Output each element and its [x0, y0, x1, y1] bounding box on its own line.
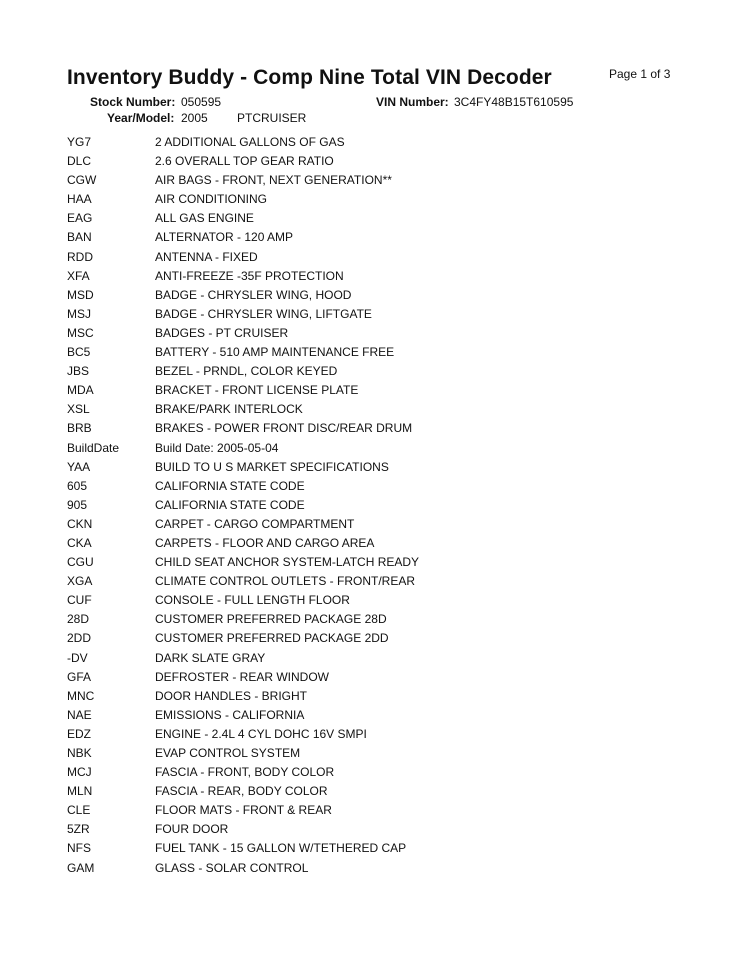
option-code: BC5	[67, 345, 91, 360]
option-code-row	[67, 572, 419, 591]
option-code-list	[67, 133, 419, 878]
option-description: CONSOLE - FULL LENGTH FLOOR	[155, 593, 350, 608]
option-code-row	[67, 649, 419, 668]
option-code: GFA	[67, 669, 92, 684]
option-code: BRB	[67, 421, 92, 436]
option-code-row	[67, 668, 419, 687]
option-description: CARPET - CARGO COMPARTMENT	[155, 516, 355, 531]
option-description: ENGINE - 2.4L 4 CYL DOHC 16V SMPI	[155, 726, 367, 741]
option-code: JBS	[67, 364, 90, 379]
option-code: BuildDate	[67, 440, 120, 455]
option-description: EMISSIONS - CALIFORNIA	[155, 707, 305, 722]
option-description: 2 ADDITIONAL GALLONS OF GAS	[155, 135, 345, 149]
option-code: 605	[67, 478, 88, 493]
option-code: MSC	[67, 325, 94, 340]
option-code: MSD	[67, 287, 94, 302]
option-description: ANTENNA - FIXED	[155, 249, 258, 264]
option-code-row	[67, 782, 419, 801]
option-description: DOOR HANDLES - BRIGHT	[155, 688, 308, 703]
option-code: 905	[67, 497, 88, 512]
option-description: FASCIA - REAR, BODY COLOR	[155, 784, 328, 799]
option-code: -DV	[67, 650, 88, 665]
option-code: DLC	[67, 154, 92, 169]
option-description: CALIFORNIA STATE CODE	[155, 478, 305, 493]
option-code-row	[67, 687, 419, 706]
option-code: YAA	[67, 459, 91, 474]
option-code-row	[67, 744, 419, 763]
option-description: Build Date: 2005-05-04	[155, 440, 279, 455]
option-description: FASCIA - FRONT, BODY COLOR	[155, 765, 335, 780]
year-model-label: Year/Model:	[107, 111, 175, 125]
option-code: YG7	[67, 135, 92, 149]
option-code: 28D	[67, 612, 90, 627]
option-description: ALL GAS ENGINE	[155, 211, 254, 226]
option-description: ALTERNATOR - 120 AMP	[155, 230, 294, 245]
option-description: CUSTOMER PREFERRED PACKAGE 28D	[155, 612, 387, 627]
year-value: 2005	[181, 111, 208, 125]
option-description: BRAKE/PARK INTERLOCK	[155, 402, 303, 417]
option-code: BAN	[67, 230, 92, 245]
option-description: BUILD TO U S MARKET SPECIFICATIONS	[155, 459, 389, 474]
option-code-row	[67, 763, 419, 782]
vin-number-value: 3C4FY48B15T610595	[454, 95, 574, 109]
option-description: GLASS - SOLAR CONTROL	[155, 860, 309, 875]
option-code-row	[67, 286, 419, 305]
option-code-row	[67, 553, 419, 572]
option-description: BEZEL - PRNDL, COLOR KEYED	[155, 364, 338, 379]
option-description: CUSTOMER PREFERRED PACKAGE 2DD	[155, 631, 389, 646]
option-code: MNC	[67, 688, 95, 703]
option-code-row	[67, 839, 419, 858]
option-code-row	[67, 171, 419, 190]
option-description: FUEL TANK - 15 GALLON W/TETHERED CAP	[155, 841, 407, 856]
option-code-row	[67, 419, 419, 438]
option-code-row	[67, 515, 419, 534]
model-value: PTCRUISER	[237, 111, 307, 125]
option-code-row	[67, 267, 419, 286]
option-code-row	[67, 400, 419, 419]
option-code: HAA	[67, 192, 92, 207]
stock-number-label: Stock Number:	[90, 95, 176, 109]
option-description: 2.6 OVERALL TOP GEAR RATIO	[155, 154, 334, 169]
option-description: BRACKET - FRONT LICENSE PLATE	[155, 383, 359, 398]
option-code-row	[67, 209, 419, 228]
option-description: CALIFORNIA STATE CODE	[155, 497, 305, 512]
option-code: CKN	[67, 516, 93, 531]
option-code: CUF	[67, 593, 92, 608]
option-code: GAM	[67, 860, 95, 875]
option-code: NAE	[67, 707, 92, 722]
option-code-row	[67, 458, 419, 477]
option-code-row	[67, 439, 419, 458]
option-code: XGA	[67, 574, 93, 589]
option-code: CGU	[67, 555, 94, 570]
page-number: Page 1 of 3	[609, 67, 671, 81]
option-code: 5ZR	[67, 822, 90, 837]
option-description: CARPETS - FLOOR AND CARGO AREA	[155, 535, 375, 550]
option-code-row	[67, 801, 419, 820]
option-code: EDZ	[67, 726, 91, 741]
option-code: NBK	[67, 746, 92, 760]
option-code-row	[67, 343, 419, 362]
option-description: BADGES - PT CRUISER	[155, 325, 289, 340]
option-code: MSJ	[67, 306, 91, 321]
option-code-row	[67, 610, 419, 629]
option-code-row	[67, 152, 419, 171]
option-description: BATTERY - 510 AMP MAINTENANCE FREE	[155, 345, 395, 360]
option-description: CLIMATE CONTROL OUTLETS - FRONT/REAR	[155, 574, 416, 589]
option-code: XFA	[67, 268, 90, 283]
option-description: EVAP CONTROL SYSTEM	[155, 746, 301, 760]
option-code-row	[67, 496, 419, 515]
option-description: BADGE - CHRYSLER WING, LIFTGATE	[155, 306, 372, 321]
option-description: DEFROSTER - REAR WINDOW	[155, 669, 329, 684]
option-code-row	[67, 706, 419, 725]
option-code-row	[67, 248, 419, 267]
option-code: CGW	[67, 173, 97, 188]
stock-number-value: 050595	[181, 95, 222, 109]
option-code: NFS	[67, 841, 91, 856]
option-code: RDD	[67, 249, 93, 264]
option-code-row	[67, 477, 419, 496]
option-code: CKA	[67, 535, 92, 550]
option-description: CHILD SEAT ANCHOR SYSTEM-LATCH READY	[155, 555, 420, 570]
option-code-row	[67, 324, 419, 343]
option-description: AIR BAGS - FRONT, NEXT GENERATION**	[155, 173, 392, 188]
option-description: AIR CONDITIONING	[155, 192, 268, 207]
page-title: Inventory Buddy - Comp Nine Total VIN Decoder	[67, 66, 552, 89]
option-code-row	[67, 133, 419, 152]
option-code-row	[67, 591, 419, 610]
option-code: 2DD	[67, 631, 92, 646]
option-code-row	[67, 820, 419, 839]
option-code: EAG	[67, 211, 93, 226]
option-code-row	[67, 629, 419, 648]
option-code: MDA	[67, 383, 94, 398]
option-code: CLE	[67, 803, 91, 818]
option-code-row	[67, 534, 419, 553]
option-code-row	[67, 362, 419, 381]
vin-number-label: VIN Number:	[376, 95, 449, 109]
option-description: DARK SLATE GRAY	[155, 650, 266, 665]
option-code-row	[67, 228, 419, 247]
option-code: XSL	[67, 402, 90, 417]
option-code-row	[67, 190, 419, 209]
option-description: ANTI-FREEZE -35F PROTECTION	[155, 268, 344, 283]
option-description: FLOOR MATS - FRONT & REAR	[155, 803, 332, 818]
option-code: MLN	[67, 784, 93, 799]
option-code-row	[67, 859, 419, 878]
option-code-row	[67, 305, 419, 324]
option-code-row	[67, 725, 419, 744]
option-code: MCJ	[67, 765, 92, 780]
option-code-row	[67, 381, 419, 400]
option-description: BADGE - CHRYSLER WING, HOOD	[155, 287, 352, 302]
option-description: BRAKES - POWER FRONT DISC/REAR DRUM	[155, 421, 413, 436]
option-description: FOUR DOOR	[155, 822, 229, 837]
